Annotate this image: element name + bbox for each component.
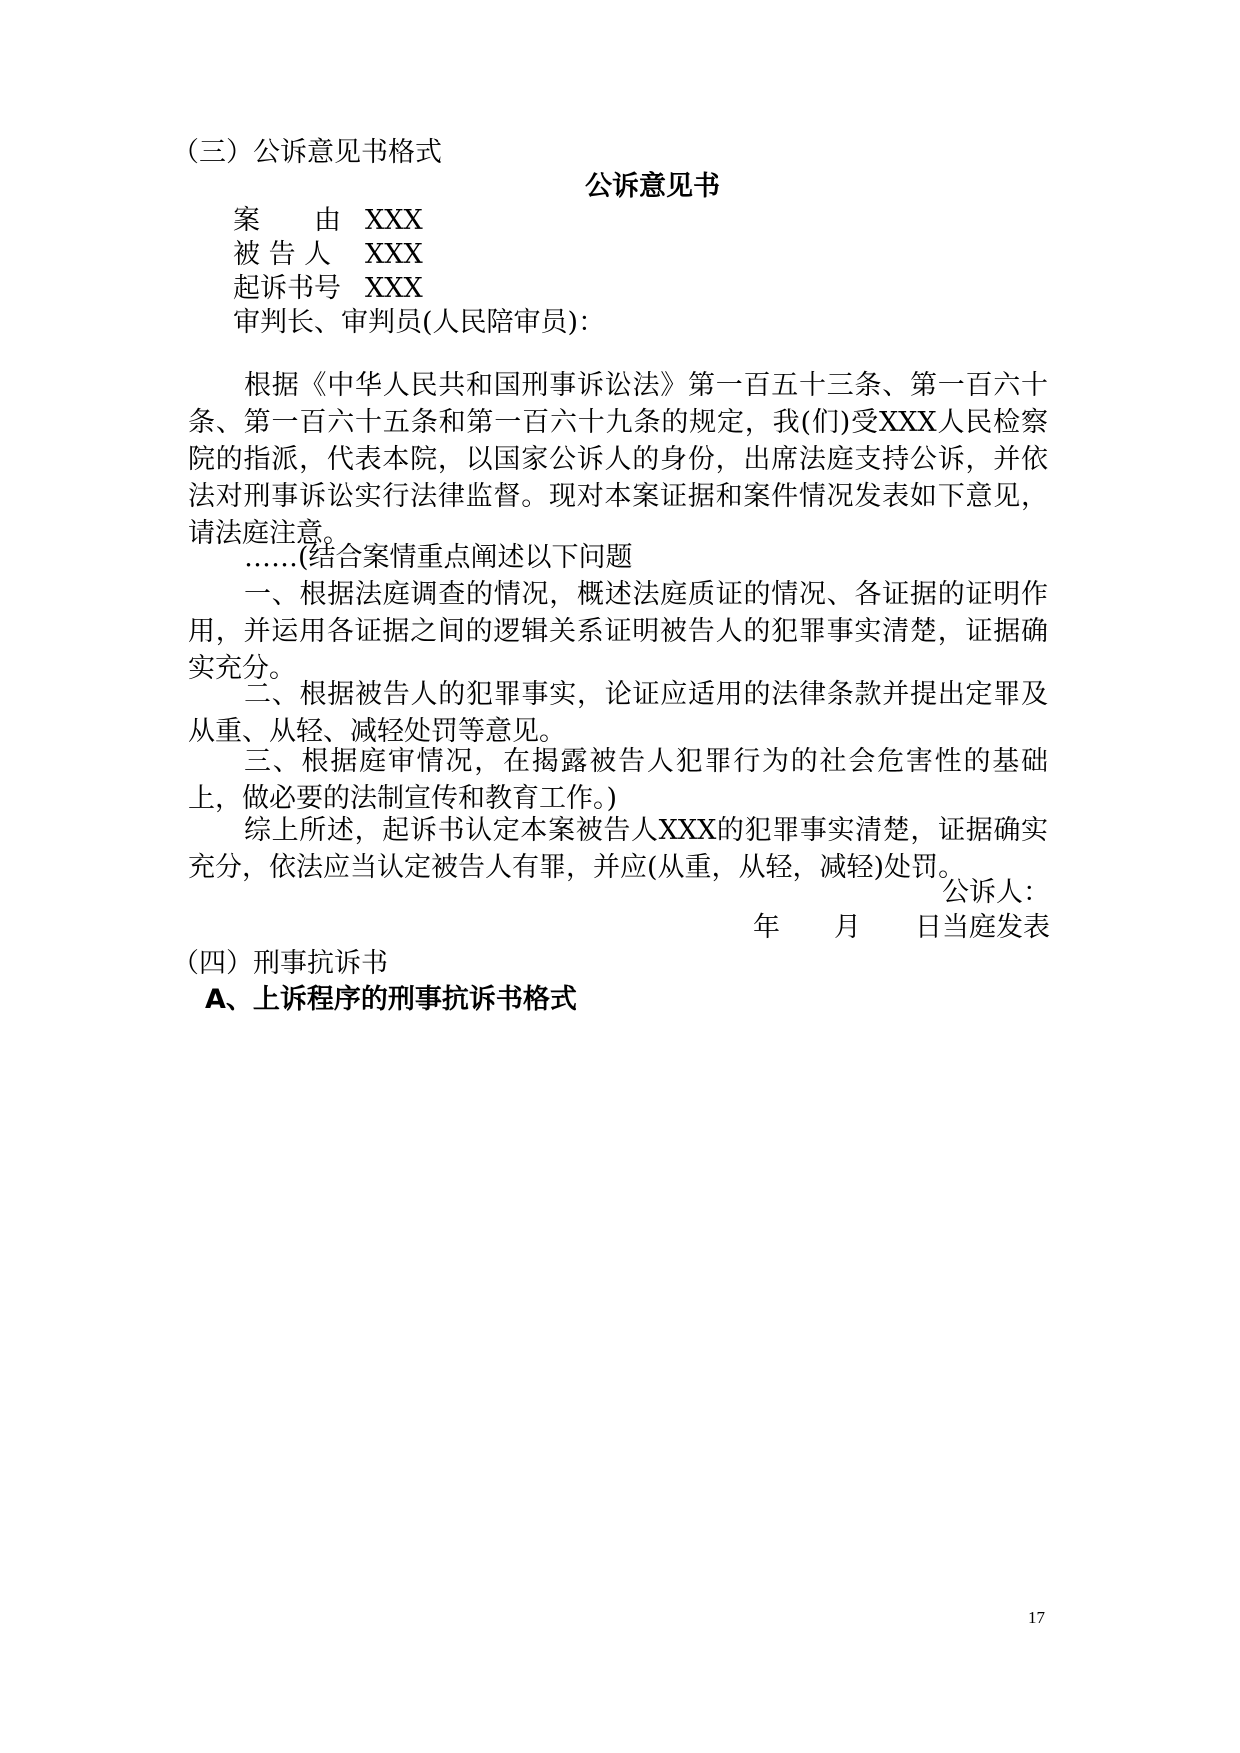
item-1-paragraph: 一、根据法庭调查的情况，概述法庭质证的情况、各证据的证明作用，并运用各证据之间的逻辑关系证明被告人的犯罪事实清楚，证据确实充分。 (188, 579, 1048, 684)
meta-label: 被 告 人 (233, 239, 332, 270)
meta-value: XXX (365, 205, 423, 236)
date-line: 年 月 日当庭发表 (753, 912, 1050, 943)
item-2-paragraph: 二、根据被告人的犯罪事实，论证应适用的法律条款并提出定罪及从重、从轻、减轻处罚等意见。 (188, 679, 1048, 747)
section-4-heading: （四）刑事抗诉书 (172, 948, 388, 979)
note-paragraph: ……(结合案情重点阐述以下问题 (244, 542, 633, 573)
meta-value: XXX (365, 273, 423, 304)
document-title: 公诉意见书 (585, 171, 720, 202)
item-3-paragraph: 三、根据庭审情况，在揭露被告人犯罪行为的社会危害性的基础上，做必要的法制宣传和教育工作。) (188, 746, 1048, 814)
meta-value: XXX (365, 239, 423, 270)
meta-label: 案 由 (233, 205, 341, 236)
intro-paragraph: 根据《中华人民共和国刑事诉讼法》第一百五十三条、第一百六十条、第一百六十五条和第一百六十九条的规定，我(们)受XXX人民检察院的指派，代表本院，以国家公诉人的身份，出席法庭支持公诉，并依法对刑事诉讼实行法律监督。现对本案证据和案件情况发表如下意见，请法庭注意。 (188, 370, 1048, 549)
page-number: 17 (1028, 1608, 1045, 1627)
section-heading: （三）公诉意见书格式 (172, 137, 442, 168)
conclusion-paragraph: 综上所述，起诉书认定本案被告人XXX的犯罪事实清楚，证据确实充分，依法应当认定被告人有罪，并应(从重，从轻，减轻)处罚。 (188, 815, 1048, 883)
salutation: 审判长、审判员(人民陪审员)： (233, 307, 606, 338)
subsection-a-heading: A、上诉程序的刑事抗诉书格式 (205, 984, 577, 1015)
signature-line: 公诉人： (942, 877, 1050, 908)
meta-label: 起诉书号 (233, 273, 341, 304)
